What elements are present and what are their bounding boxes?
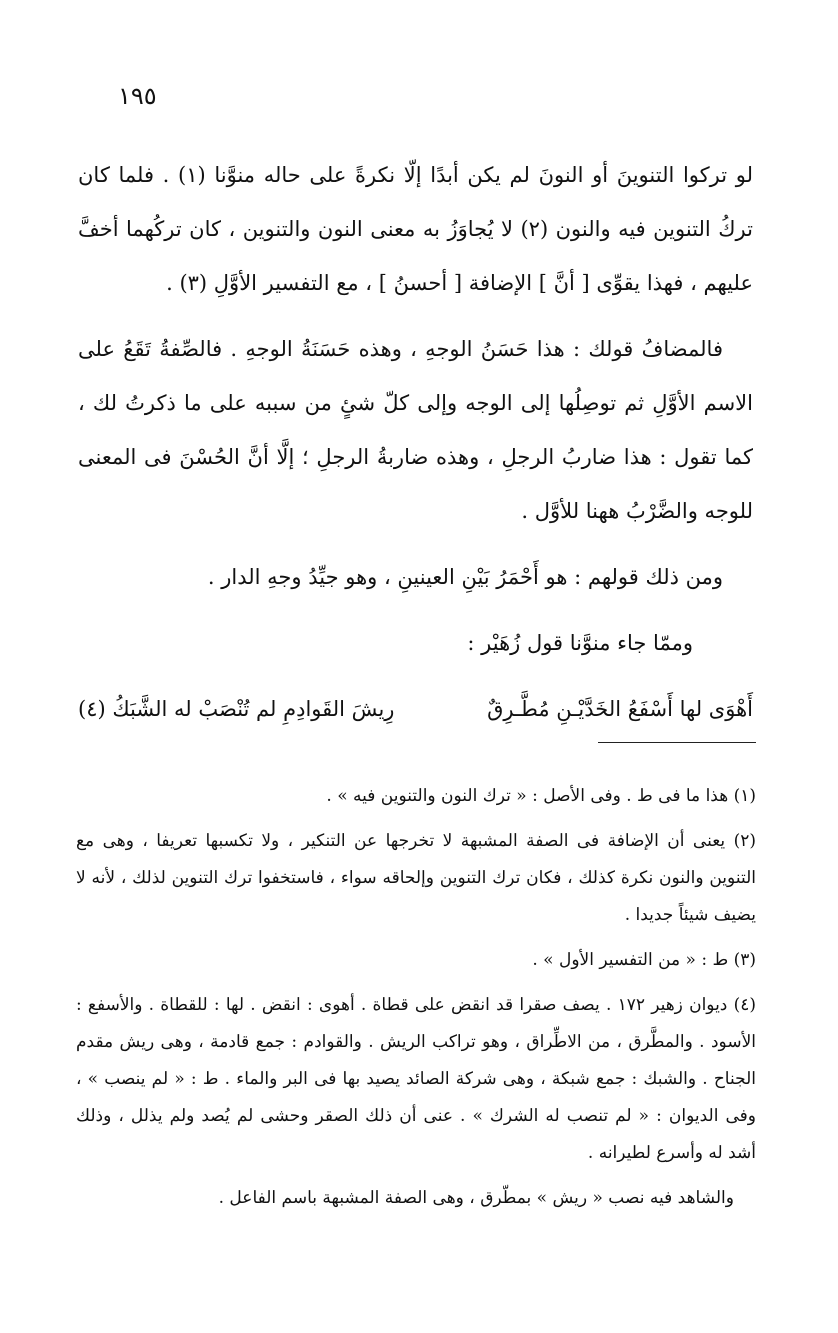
footnote: (٣) ط : « من التفسير الأول » . [532,950,756,970]
footnote: (٤) ديوان زهير ١٧٢ . يصف صقرا قد انقض على قطاة . أهوى : انقض . لها : للقطاة . والأسفع : الأسود . والمطَّرق ، من الاطِّراق ، وهو تراكب الريش . والقوادم : جمع قادمة ، وهى ريش مقدم الجناح . والشبك : جمع شبكة ، وهى شركة الصائد يصيد بها فى البر والماء . ط : « لم ينصب » ، وفى الديوان : « لم تنصب له الشرك » . عنى أن ذلك الصقر وحشى لم يُصد ولم يذلل ، وذلك أشد له وأسرع لطيرانه . [76,995,756,1163]
paragraph: فالمضافُ قولك : هذا حَسَنُ الوجهِ ، وهذه حَسَنَةُ الوجهِ . فالصِّفةُ تَقَعُ على الاسم الأوَّلِ ثم توصِلُها إلى الوجه وإلى كلّ شئٍ من سببه على ما ذكرتُ لك ، كما تقول : هذا ضاربُ الرجلِ ، وهذه ضاربةُ الرجلِ ؛ إلَّا أنَّ الحُسْنَ فى المعنى للوجه والضَّرْبُ ههنا للأوَّل . [78,337,753,523]
verse-intro: وممّا جاء منوَّنا قول زُهَيْر : [467,631,693,655]
verse-second-hemistich: رِيشَ القَوادِمِ لم تُنْصَبْ له الشَّبَكُ (٤) [78,697,395,721]
footnote-continuation: والشاهد فيه نصب « ريش » بمطّرق ، وهى الصفة المشبهة باسم الفاعل . [218,1188,734,1208]
poetry-verse [78,682,753,736]
paragraph: ومن ذلك قولهم : هو أَحْمَرُ بَيْنِ العينينِ ، وهو جيِّدُ وجهِ الدار . [207,565,723,589]
paragraph: لو تركوا التنوينَ أو النونَ لم يكن أبدًا إلّا نكرةً على حاله منوَّنا (١) . فلما كان تركُ التنوين فيه والنون (٢) لا يُجاوَزُ به معنى النون والتنوين ، كان تركُهما أخفَّ عليهم ، فهذا يقوِّى [ أنَّ ] الإضافة [ أحسنُ ] ، مع التفسير الأوَّلِ (٣) . [78,163,753,295]
footnote-divider [598,742,756,743]
footnotes [76,778,756,1217]
footnote: (١) هذا ما فى ط . وفى الأصل : « ترك النون والتنوين فيه » . [326,786,756,806]
main-text [78,148,753,736]
verse-first-hemistich: أَهْوَى لها أَسْفَعُ الخَدَّيْـنِ مُطَّـرِقٌ [487,697,753,721]
page-number: ١٩٥ [118,82,157,110]
footnote: (٢) يعنى أن الإضافة فى الصفة المشبهة لا تخرجها عن التنكير ، ولا تكسبها تعريفا ، وهى مع التنوين والنون نكرة كذلك ، فكان ترك التنوين وإلحاقه سواء ، فاستخفوا ترك التنوين لذلك ، لأنه لا يضيف شيئاً جديدا . [76,831,756,925]
